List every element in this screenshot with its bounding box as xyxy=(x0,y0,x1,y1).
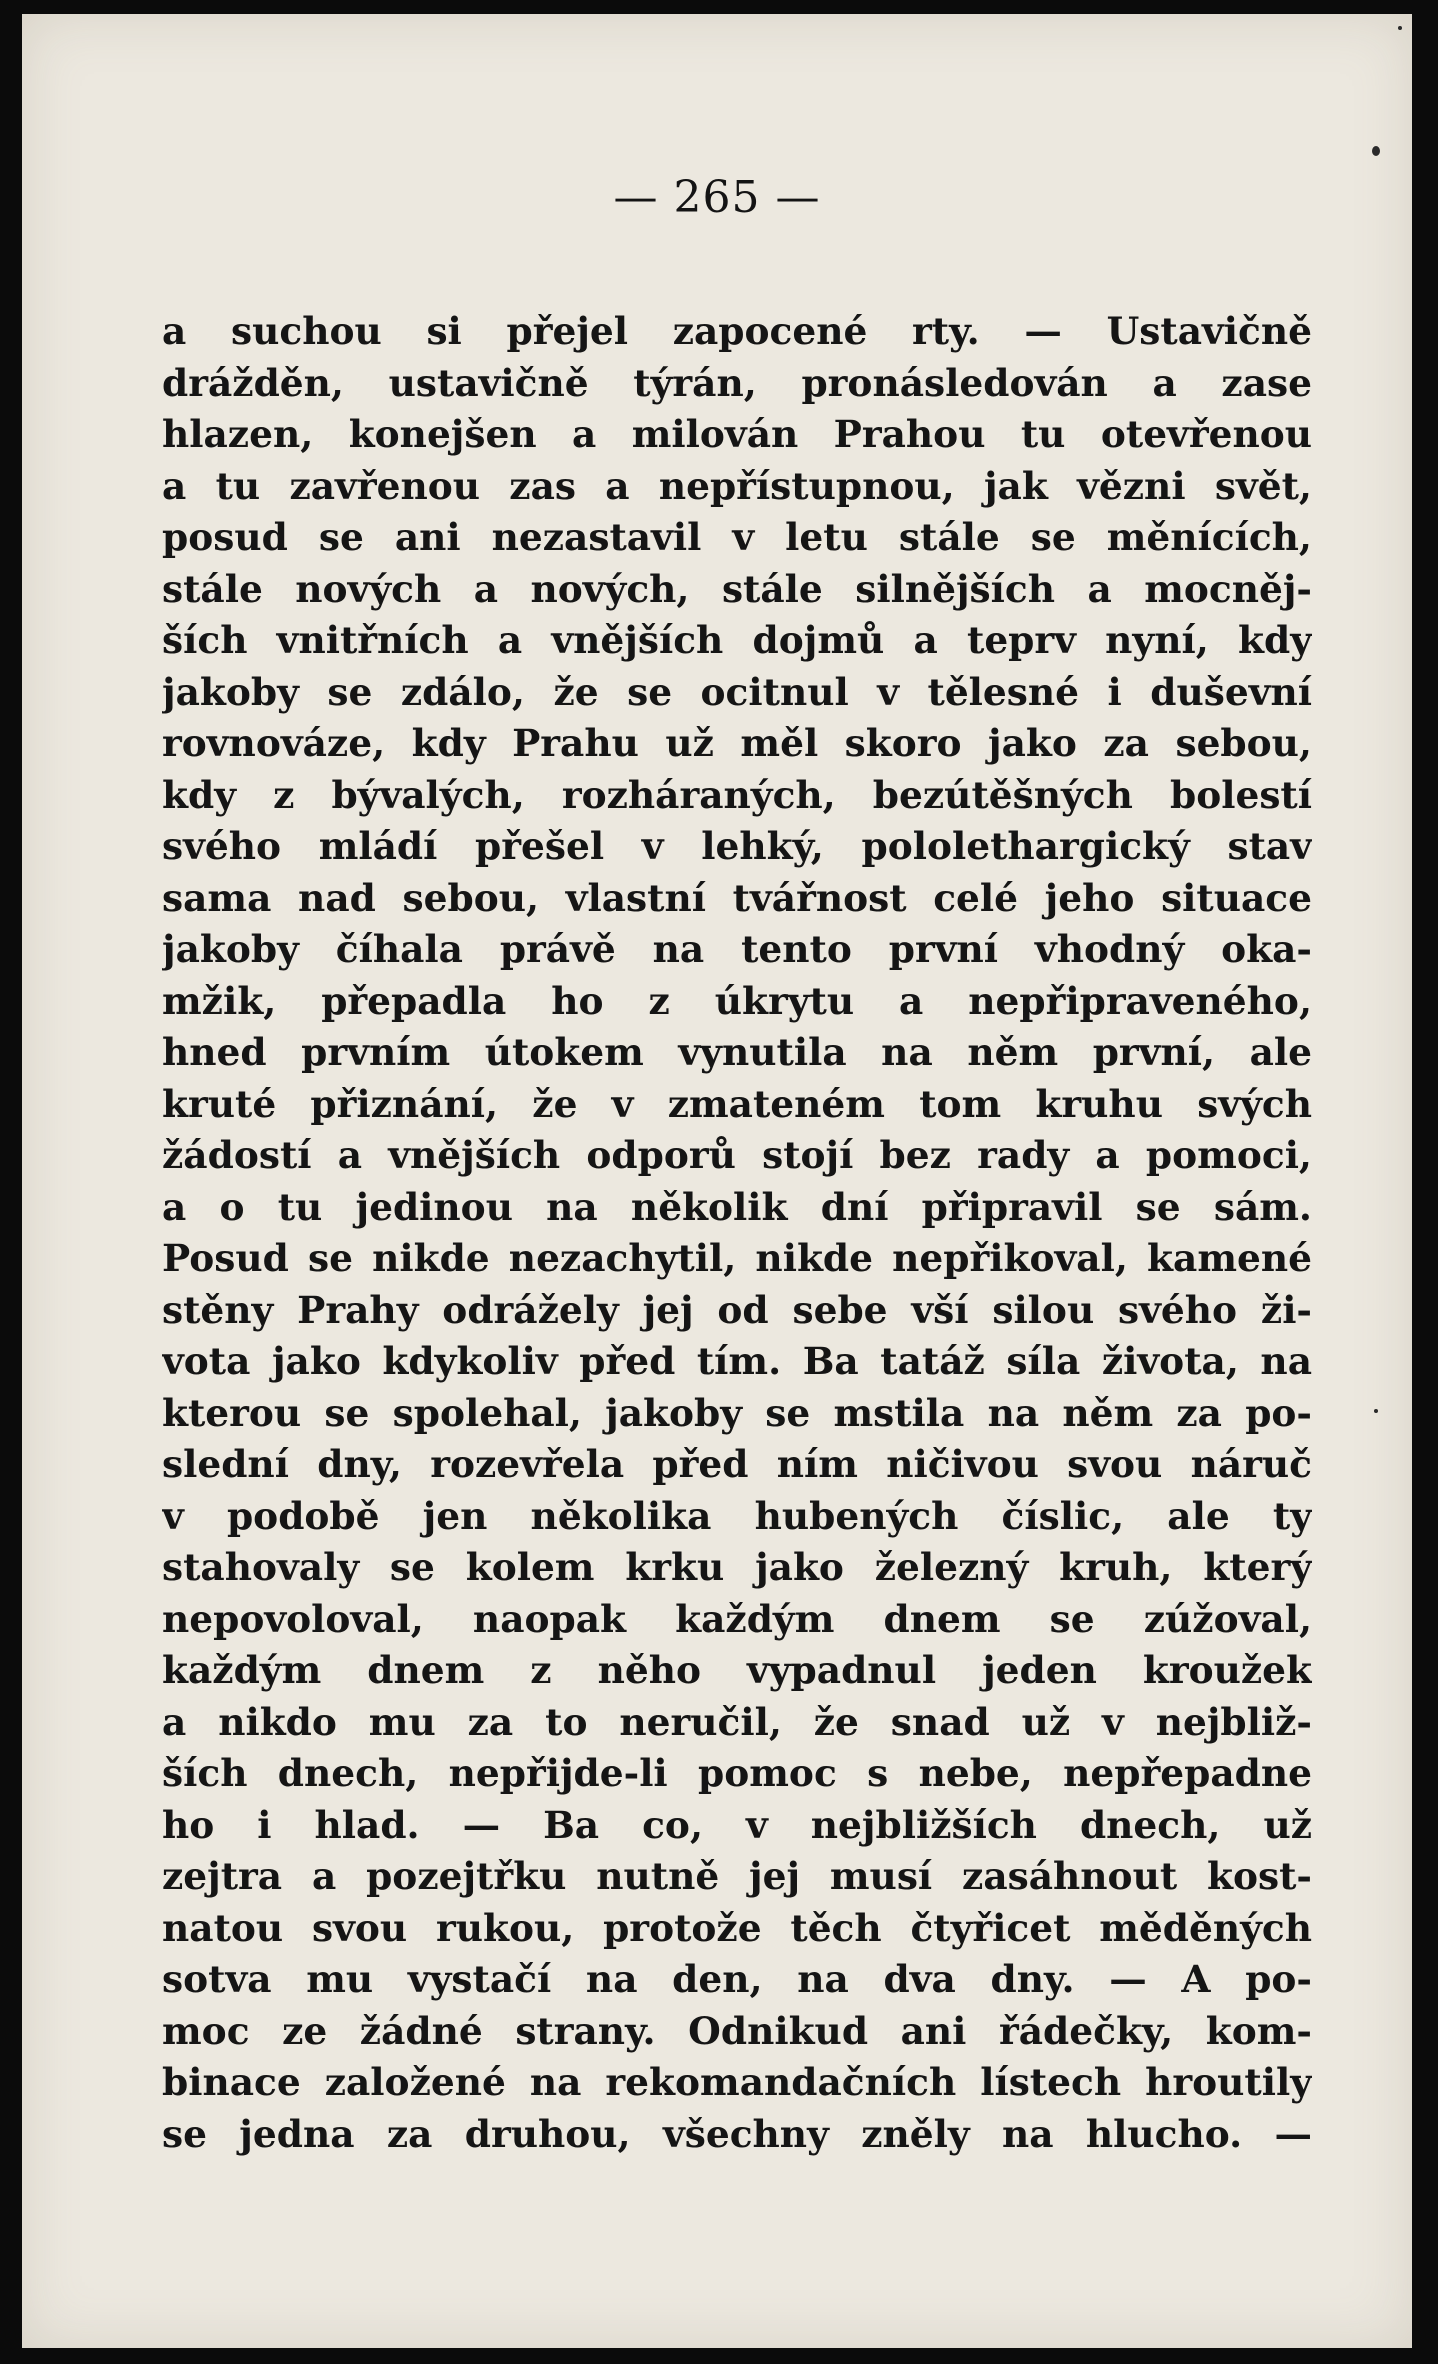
text-line: hned prvním útokem vynutila na něm první, ale xyxy=(162,1030,1312,1074)
page-number: — 265 — xyxy=(613,172,821,223)
text-line: a nikdo mu za to neručil, že snad už v nejbliž- xyxy=(162,1699,1312,1744)
paper-speck xyxy=(1374,1409,1378,1413)
text-line: sotva mu vystačí na den, na dva dny. — A po- xyxy=(162,1957,1312,2001)
text-line: zejtra a pozejtřku nutně jej musí zasáhnout kost- xyxy=(162,1854,1312,1898)
text-line: drážděn, ustavičně týrán, pronásledován a zase xyxy=(162,360,1312,405)
text-line: každým dnem z něho vypadnul jeden kroužek xyxy=(162,1648,1312,1692)
text-line: se jedna za druhou, všechny zněly na hlucho. — xyxy=(162,2111,1312,2156)
text-line: kruté přiznání, že v zmateném tom kruhu svých xyxy=(162,1081,1312,1126)
text-line: vota jako kdykoliv před tím. Ba tatáž síla života, na xyxy=(162,1339,1312,1383)
text-line: posud se ani nezastavil v letu stále se měnících, xyxy=(162,515,1312,559)
text-line: binace založené na rekomandačních lístech hroutily xyxy=(162,2060,1312,2104)
text-line: moc ze žádné strany. Odnikud ani řádečky, kom- xyxy=(162,2008,1312,2053)
text-line: stahovaly se kolem krku jako železný kruh, který xyxy=(162,1545,1312,1589)
text-line: sama nad sebou, vlastní tvářnost celé jeho situace xyxy=(162,875,1312,920)
text-line: žádostí a vnějších odporů stojí bez rady a pomoci, xyxy=(162,1133,1312,1177)
text-line: natou svou rukou, protože těch čtyřicet měděných xyxy=(162,1905,1312,1950)
text-line: mžik, přepadla ho z úkrytu a nepřipraveného, xyxy=(162,978,1312,1023)
text-line: svého mládí přešel v lehký, pololethargický stav xyxy=(162,824,1312,868)
text-line: stěny Prahy odrážely jej od sebe vší silou svého ži- xyxy=(162,1287,1312,1332)
text-line: rovnováze, kdy Prahu už měl skoro jako za sebou, xyxy=(162,721,1312,765)
text-line: a suchou si přejel zapocené rty. — Ustavičně xyxy=(162,309,1312,353)
text-line: ho i hlad. — Ba co, v nejbližších dnech, už xyxy=(162,1802,1312,1847)
text-line: ších vnitřních a vnějších dojmů a teprv nyní, kdy xyxy=(162,618,1312,662)
text-line: slední dny, rozevřela před ním ničivou svou náruč xyxy=(162,1442,1312,1486)
text-line: jakoby se zdálo, že se ocitnul v tělesné i duševní xyxy=(162,669,1312,714)
paper-speck xyxy=(1372,146,1380,156)
text-line: kterou se spolehal, jakoby se mstila na něm za po- xyxy=(162,1390,1312,1435)
text-line: kdy z bývalých, rozháraných, bezútěšných bolestí xyxy=(162,772,1312,817)
text-line: ších dnech, nepřijde-li pomoc s nebe, nepřepadne xyxy=(162,1751,1312,1795)
text-line: v podobě jen několika hubených číslic, ale ty xyxy=(162,1493,1312,1538)
text-line: hlazen, konejšen a milován Prahou tu otevřenou xyxy=(162,412,1312,456)
book-page xyxy=(22,14,1412,2348)
text-line: a o tu jedinou na několik dní připravil se sám. xyxy=(162,1184,1312,1229)
text-line: nepovoloval, naopak každým dnem se zúžoval, xyxy=(162,1596,1312,1641)
text-line: jakoby číhala právě na tento první vhodný oka- xyxy=(162,927,1312,971)
text-line: a tu zavřenou zas a nepřístupnou, jak vězni svět, xyxy=(162,463,1312,508)
text-line: Posud se nikde nezachytil, nikde nepřikoval, kamené xyxy=(162,1236,1312,1280)
paper-speck xyxy=(1398,26,1402,30)
body-text xyxy=(162,306,1312,2160)
text-line: stále nových a nových, stále silnějších a mocněj- xyxy=(162,566,1312,611)
